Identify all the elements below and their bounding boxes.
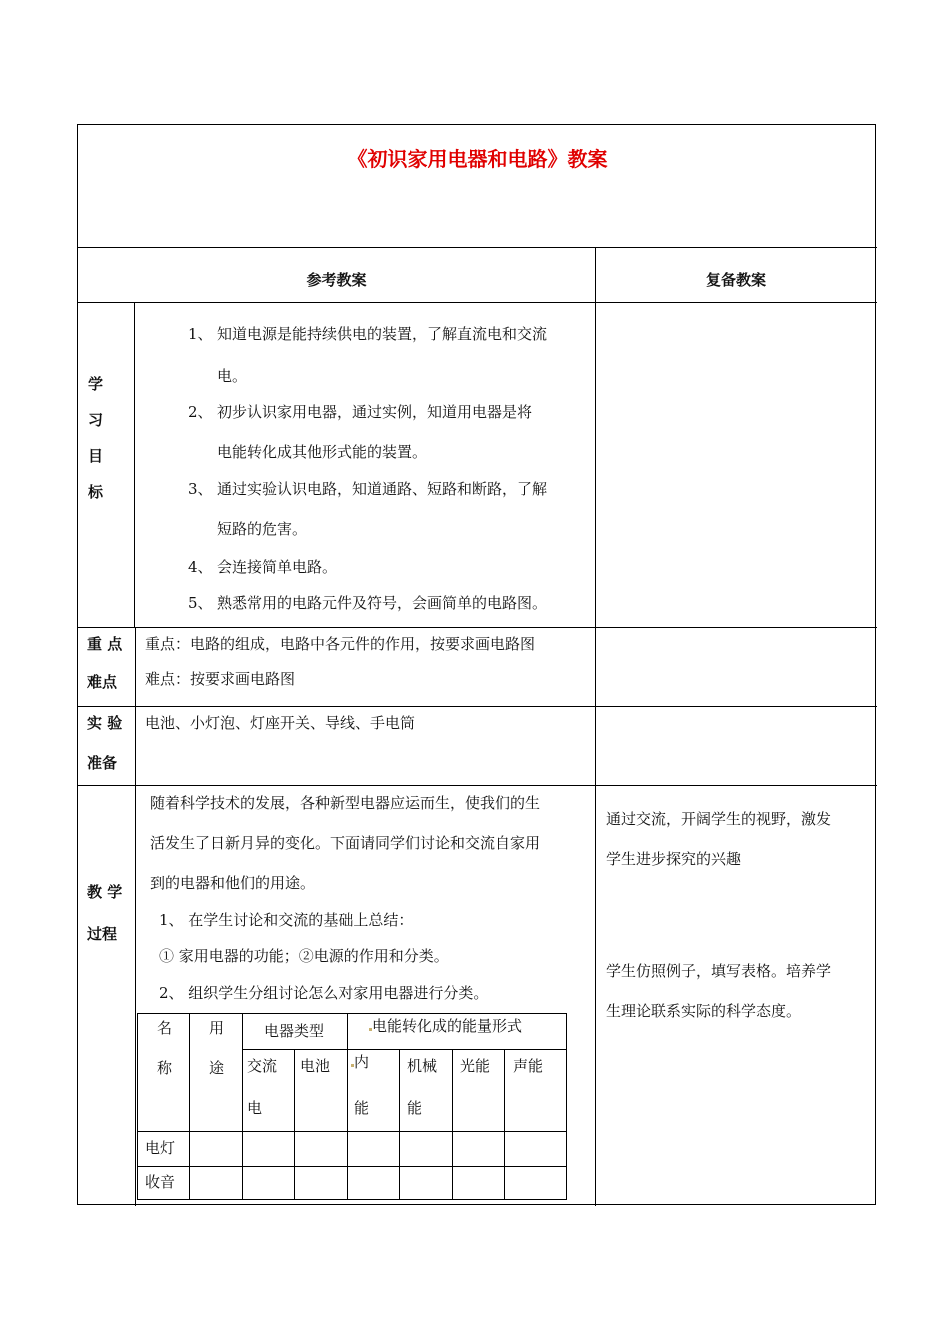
table-row-label: 电灯 bbox=[145, 1139, 176, 1157]
process-line: 到的电器和他们的用途。 bbox=[150, 874, 316, 892]
internal-header-text: 内 bbox=[354, 1053, 370, 1071]
divider bbox=[504, 1049, 505, 1200]
col-mechanical-header: 机械 bbox=[407, 1057, 438, 1075]
page-title bbox=[78, 143, 877, 172]
divider bbox=[135, 627, 136, 1206]
process-line: 2、 组织学生分组讨论怎么对家用电器进行分类。 bbox=[159, 984, 489, 1002]
objective-line: 电。 bbox=[217, 367, 248, 385]
objectives-label-3: 目 bbox=[88, 447, 104, 465]
divider bbox=[242, 1013, 243, 1200]
objectives-label-4: 标 bbox=[88, 483, 104, 501]
divider bbox=[347, 1013, 348, 1200]
objective-line: 会连接简单电路。 bbox=[217, 558, 338, 576]
objective-line: 电能转化成其他形式能的装置。 bbox=[217, 443, 428, 461]
divider bbox=[595, 247, 596, 1206]
divider bbox=[189, 1013, 190, 1200]
objective-line: 知道电源是能持续供电的装置，了解直流电和交流 bbox=[217, 325, 548, 343]
table-row-label: 收音 bbox=[145, 1173, 176, 1191]
col-ac-header: 电 bbox=[247, 1099, 263, 1117]
col-name-header: 名 bbox=[157, 1019, 173, 1037]
header-reference: 参考教案 bbox=[306, 271, 367, 289]
divider bbox=[137, 1013, 138, 1200]
divider bbox=[242, 1049, 566, 1050]
teacher-note: 通过交流，开阔学生的视野，激发 bbox=[606, 810, 832, 828]
divider bbox=[78, 302, 877, 303]
divider bbox=[134, 302, 135, 628]
col-mechanical-header: 能 bbox=[407, 1099, 423, 1117]
process-label-2: 过程 bbox=[87, 925, 118, 943]
objective-number: 4、 bbox=[188, 558, 213, 576]
col-internal-header bbox=[351, 1051, 369, 1072]
divider bbox=[78, 706, 877, 707]
classification-table bbox=[137, 1013, 567, 1200]
teacher-note: 学生仿照例子，填写表格。培养学 bbox=[606, 962, 832, 980]
divider bbox=[78, 247, 877, 248]
objectives-label-2: 习 bbox=[88, 411, 104, 429]
divider bbox=[294, 1049, 295, 1200]
objective-number: 1、 bbox=[188, 325, 213, 343]
objectives-label-1: 学 bbox=[88, 375, 104, 393]
keypoints-line: 重点：电路的组成，电路中各元件的作用，按要求画电路图 bbox=[145, 635, 536, 653]
keypoints-line: 难点：按要求画电路图 bbox=[145, 670, 296, 688]
process-line: ① 家用电器的功能；②电源的作用和分类。 bbox=[159, 947, 449, 965]
col-internal-header: 能 bbox=[354, 1099, 370, 1117]
experiment-label-1: 实 验 bbox=[87, 714, 123, 732]
col-name-header: 称 bbox=[157, 1059, 173, 1077]
col-type-header: 电器类型 bbox=[264, 1022, 325, 1040]
col-use-header: 用 bbox=[209, 1019, 225, 1037]
process-line: 随着科学技术的发展，各种新型电器应运而生，使我们的生 bbox=[150, 794, 541, 812]
col-use-header: 途 bbox=[209, 1059, 225, 1077]
objective-line: 初步认识家用电器，通过实例，知道用电器是将 bbox=[217, 403, 533, 421]
objective-line: 通过实验认识电路，知道通路、短路和断路，了解 bbox=[217, 480, 548, 498]
divider bbox=[137, 1131, 566, 1132]
objective-line: 短路的危害。 bbox=[217, 520, 308, 538]
lesson-plan-table bbox=[77, 124, 876, 1205]
process-line: 活发生了日新月异的变化。下面请同学们讨论和交流自家用 bbox=[150, 834, 541, 852]
keypoints-label-1: 重 点 bbox=[87, 635, 123, 653]
process-label-1: 教 学 bbox=[87, 883, 123, 901]
energy-header-text: 电能转化成的能量形式 bbox=[372, 1017, 523, 1035]
experiment-materials: 电池、小灯泡、灯座开关、导线、手电筒 bbox=[145, 714, 416, 732]
col-energy-header bbox=[369, 1015, 522, 1036]
objective-number: 5、 bbox=[188, 594, 213, 612]
header-review: 复备教案 bbox=[705, 271, 766, 289]
col-battery-header: 电池 bbox=[300, 1057, 331, 1075]
teacher-note: 学生进步探究的兴趣 bbox=[606, 850, 742, 868]
col-light-header: 光能 bbox=[460, 1057, 491, 1075]
divider bbox=[566, 1013, 567, 1200]
divider bbox=[137, 1166, 566, 1167]
process-line: 1、 在学生讨论和交流的基础上总结： bbox=[159, 911, 414, 929]
divider bbox=[78, 785, 877, 786]
divider bbox=[452, 1049, 453, 1200]
objective-line: 熟悉常用的电路元件及符号，会画简单的电路图。 bbox=[217, 594, 548, 612]
divider bbox=[137, 1013, 566, 1014]
objective-number: 3、 bbox=[188, 480, 213, 498]
divider bbox=[137, 1199, 566, 1200]
divider bbox=[399, 1049, 400, 1200]
teacher-note: 生理论联系实际的科学态度。 bbox=[606, 1002, 802, 1020]
divider bbox=[78, 627, 877, 628]
col-sound-header: 声能 bbox=[513, 1057, 544, 1075]
objective-number: 2、 bbox=[188, 403, 213, 421]
title-text: 《初识家用电器和电路》教案 bbox=[347, 147, 608, 171]
col-ac-header: 交流 bbox=[247, 1057, 278, 1075]
experiment-label-2: 准备 bbox=[87, 754, 118, 772]
keypoints-label-2: 难点 bbox=[87, 673, 118, 691]
